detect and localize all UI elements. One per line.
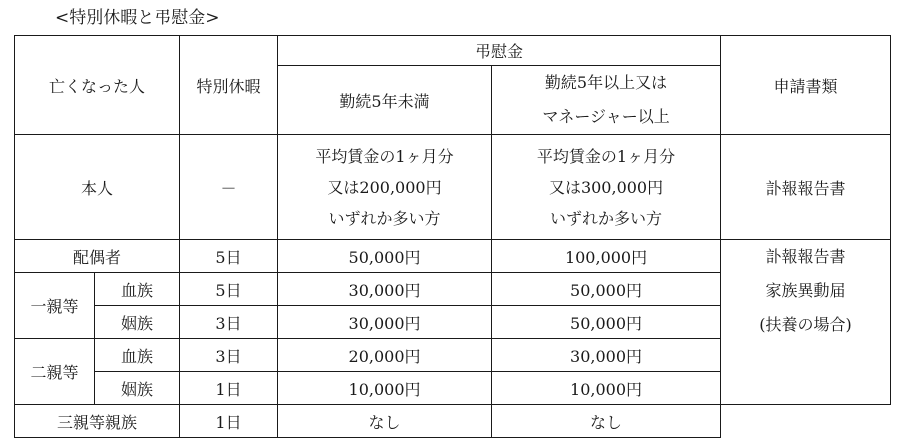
table-row-spouse — [15, 240, 891, 273]
amount-third-5plus: なし — [492, 405, 721, 438]
header-tenure-5plus-line2: マネージャー以上 — [542, 107, 670, 126]
header-special-leave: 特別休暇 — [180, 36, 278, 135]
amount-first-blood-5plus: 50,000円 — [492, 273, 721, 306]
amount-self-under5-line3: いずれか多い方 — [328, 208, 441, 228]
header-tenure-5plus — [492, 66, 721, 135]
amount-spouse-5plus: 100,000円 — [492, 240, 721, 273]
leave-second-blood: 3日 — [180, 339, 278, 372]
amount-self-under5-line2: 又は200,000円 — [327, 177, 442, 197]
leave-spouse: 5日 — [180, 240, 278, 273]
amount-second-inlaw-5plus: 10,000円 — [492, 372, 721, 405]
relation-first-blood: 血族 — [95, 273, 180, 306]
leave-condolence-table — [14, 35, 891, 438]
table-row-third-degree — [15, 405, 891, 438]
header-condolence: 弔慰金 — [278, 36, 721, 66]
leave-first-blood: 5日 — [180, 273, 278, 306]
documents-self: 訃報報告書 — [721, 135, 891, 240]
group-second-degree: 二親等 — [15, 339, 95, 405]
amount-first-blood-under5: 30,000円 — [278, 273, 492, 306]
amount-second-blood-under5: 20,000円 — [278, 339, 492, 372]
header-deceased: 亡くなった人 — [15, 36, 180, 135]
documents-family-line2: 家族異動届 — [765, 281, 846, 300]
amount-third-under5: なし — [278, 405, 492, 438]
amount-self-under5-line1: 平均賃金の1ヶ月分 — [315, 146, 454, 166]
amount-spouse-under5: 50,000円 — [278, 240, 492, 273]
relation-second-blood: 血族 — [95, 339, 180, 372]
person-spouse: 配偶者 — [15, 240, 180, 273]
header-documents: 申請書類 — [721, 36, 891, 135]
documents-family — [721, 240, 891, 405]
person-self: 本人 — [15, 135, 180, 240]
amount-self-5plus-line1: 平均賃金の1ヶ月分 — [536, 146, 676, 166]
amount-self-5plus-line2: 又は300,000円 — [548, 177, 664, 197]
group-first-degree: 一親等 — [15, 273, 95, 339]
leave-second-inlaw: 1日 — [180, 372, 278, 405]
relation-first-inlaw: 姻族 — [95, 306, 180, 339]
person-third-degree: 三親等親族 — [15, 405, 180, 438]
leave-self: － — [180, 135, 278, 240]
leave-first-inlaw: 3日 — [180, 306, 278, 339]
documents-family-line1: 訃報報告書 — [765, 247, 846, 266]
table-row-self — [15, 135, 891, 240]
header-tenure-under5: 勤続5年未満 — [278, 66, 492, 135]
header-row — [15, 36, 891, 66]
header-tenure-5plus-line1: 勤続5年以上又は — [544, 73, 668, 92]
amount-self-under5 — [278, 135, 492, 240]
amount-second-inlaw-under5: 10,000円 — [278, 372, 492, 405]
amount-second-blood-5plus: 30,000円 — [492, 339, 721, 372]
documents-family-line3: (扶養の場合) — [759, 315, 852, 334]
amount-first-inlaw-under5: 30,000円 — [278, 306, 492, 339]
amount-first-inlaw-5plus: 50,000円 — [492, 306, 721, 339]
relation-second-inlaw: 姻族 — [95, 372, 180, 405]
leave-third-degree: 1日 — [180, 405, 278, 438]
section-caption: <特別休暇と弔慰金> — [55, 8, 220, 28]
amount-self-5plus — [492, 135, 721, 240]
amount-self-5plus-line3: いずれか多い方 — [550, 208, 663, 228]
